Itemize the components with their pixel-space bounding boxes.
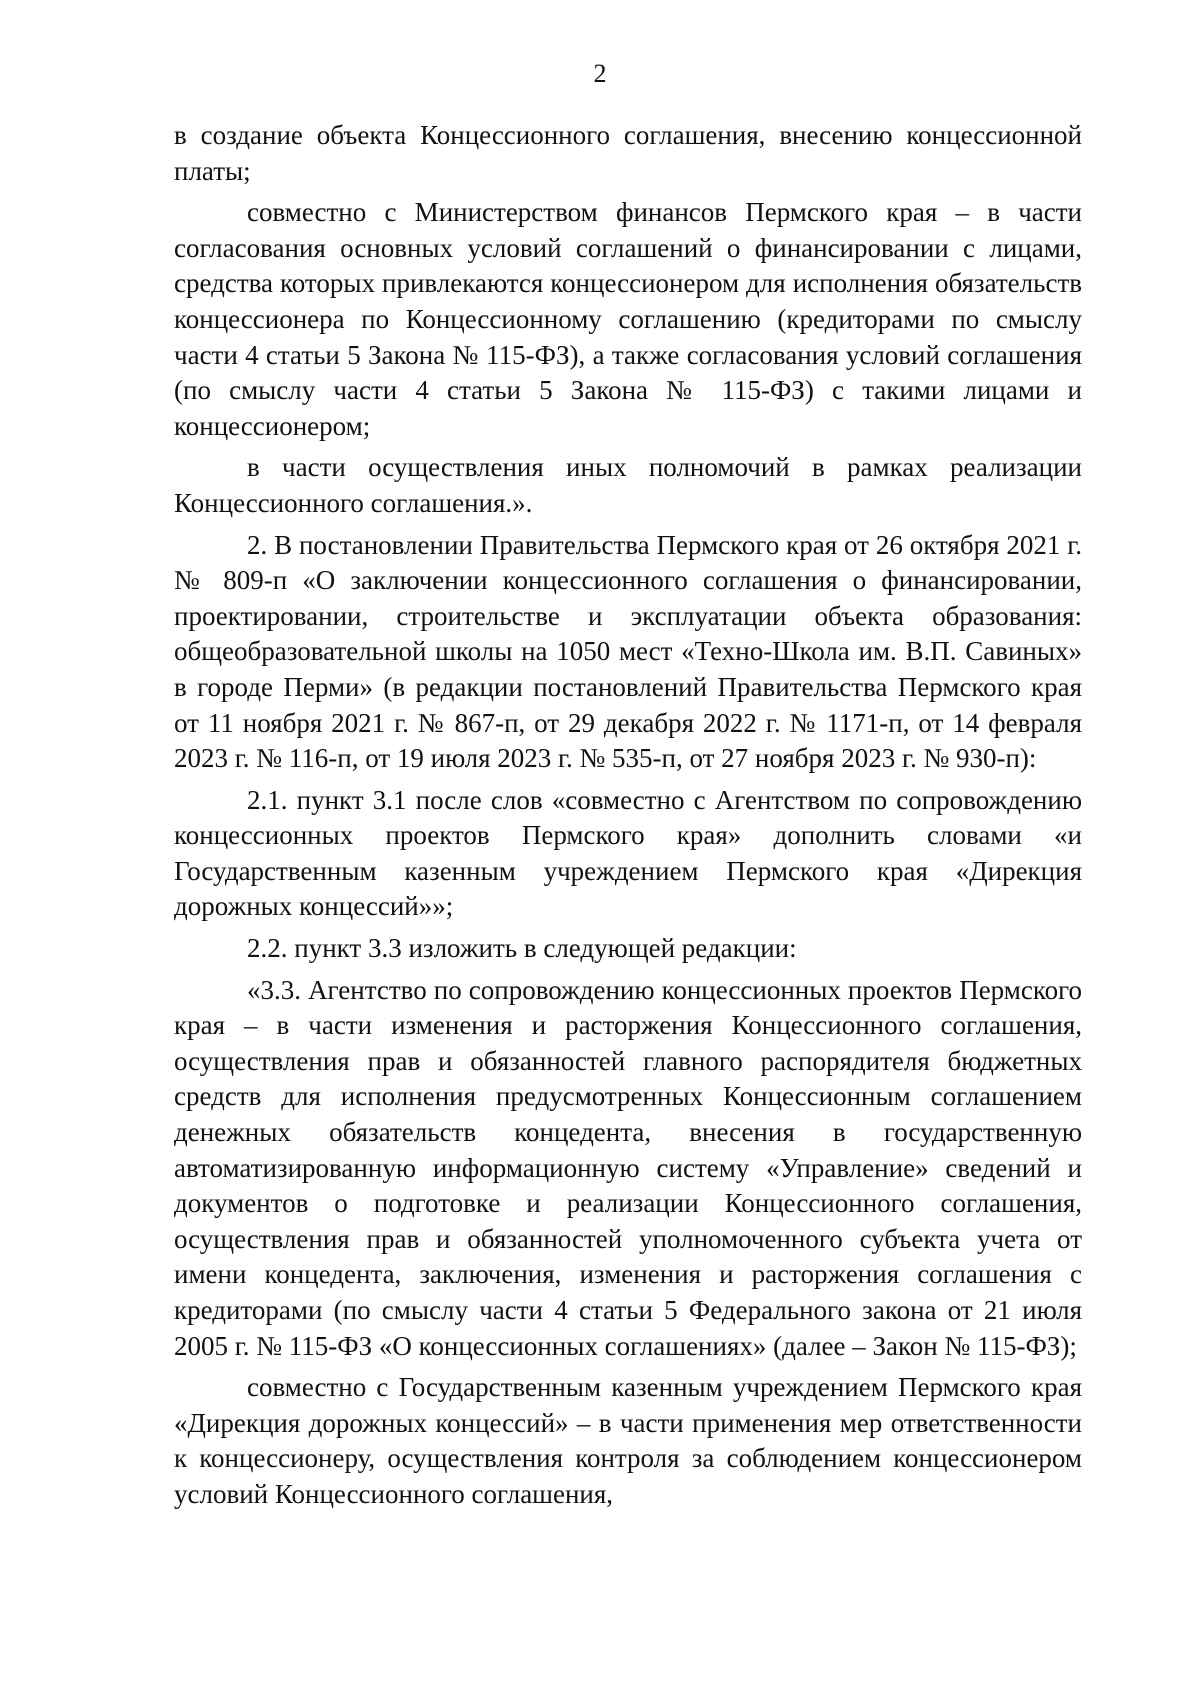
page-number: 2 (593, 59, 607, 88)
paragraph-5: 2.1. пункт 3.1 после слов «совместно с Агентством по сопровождению концессионных проектов Пермского края» дополнить словами «и Государственным казенным учреждением Пермского края «Дирекция дорожных концессий»»; (174, 784, 1082, 922)
paragraph-3: в части осуществления иных полномочий в рамках реализации Концессионного соглашения.». (174, 452, 1082, 518)
paragraph-8: совместно с Государственным казенным учреждением Пермского края «Дирекция дорожных концессий» – в части применения мер ответственности к концессионеру, осуществления контроля за соблюдением концессионером условий Концессионного соглашения, (174, 1372, 1082, 1509)
document-body (174, 118, 1082, 1513)
paragraph-2: совместно с Министерством финансов Пермского края – в части согласования основных условий соглашений о финансировании с лицами, средства которых привлекаются концессионером для исполнения обязательств концессионера по Концессионному соглашению (кредиторами по смыслу части 4 статьи 5 Закона № 115-ФЗ), а также согласования условий соглашения (по смыслу части 4 статьи 5 Закона № 115-ФЗ) с такими лицами и концессионером; (174, 197, 1082, 441)
paragraph-4: 2. В постановлении Правительства Пермского края от 26 октября 2021 г. № 809-п «О заключении концессионного соглашения о финансировании, проектировании, строительстве и эксплуатации объекта образования: общеобразовательной школы на 1050 мест «Техно-Школа им. В.П. Савиных» в городе Перми» (в редакции постановлений Правительства Пермского края от 11 ноября 2021 г. № 867-п, от 29 декабря 2022 г. № 1171-п, от 14 февраля 2023 г. № 116-п, от 19 июля 2023 г. № 535-п, от 27 ноября 2023 г. № 930-п): (174, 529, 1082, 774)
paragraph-1: в создание объекта Концессионного соглашения, внесению концессионной платы; (174, 120, 1082, 186)
paragraph-6: 2.2. пункт 3.3 изложить в следующей редакции: (247, 933, 797, 964)
paragraph-7: «3.3. Агентство по сопровождению концессионных проектов Пермского края – в части изменения и расторжения Концессионного соглашения, осуществления прав и обязанностей главного распорядителя бюджетных средств для исполнения предусмотренных Концессионным соглашением денежных обязательств концедента, внесения в государственную автоматизированную информационную систему «Управление» сведений и документов о подготовке и реализации Концессионного соглашения, осуществления прав и обязанностей уполномоченного субъекта учета от имени концедента, заключения, изменения и расторжения соглашения с кредиторами (по смыслу части 4 статьи 5 Федерального закона от 21 июля 2005 г. № 115-ФЗ «О концессионных соглашениях» (далее – Закон № 115-ФЗ); (174, 974, 1082, 1361)
